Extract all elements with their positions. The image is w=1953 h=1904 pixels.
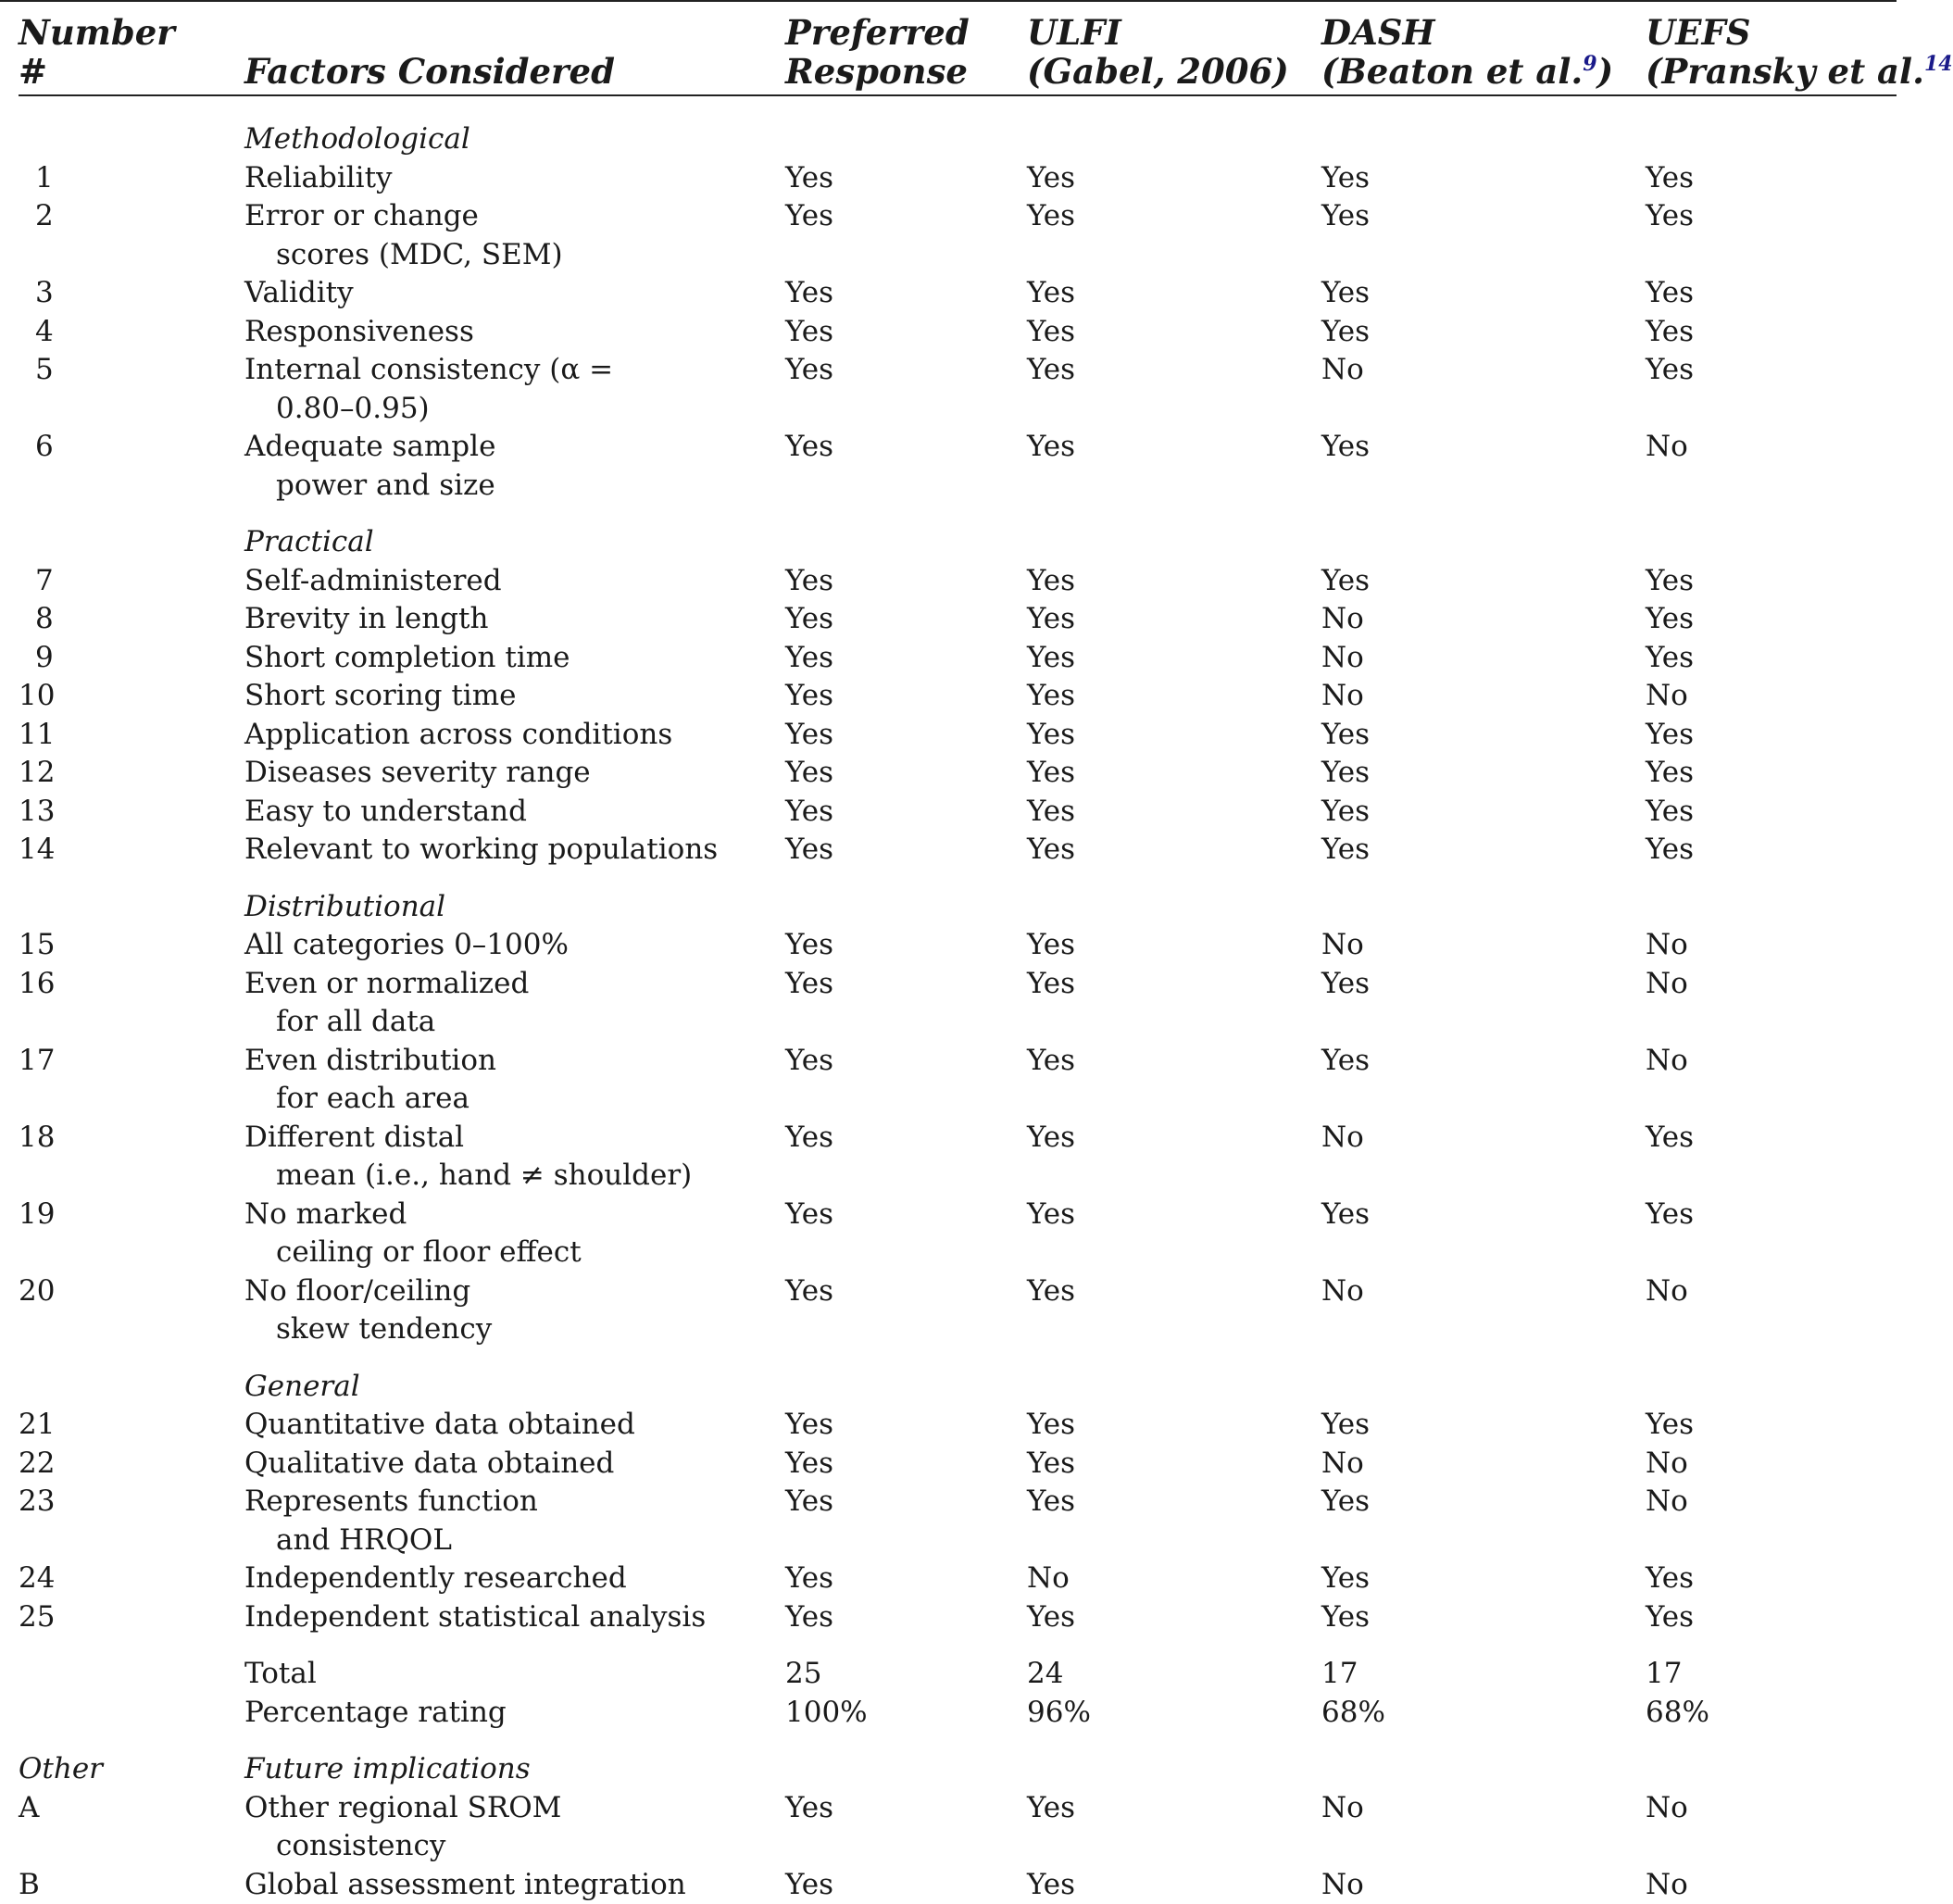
row-number: 1 [35,160,54,194]
ulfi-cell: Yes [1027,1273,1076,1308]
factor-label: All categories 0–100% [244,928,569,961]
row-number: 21 [19,1408,56,1441]
dash-cell: No [1321,1446,1364,1480]
preferred-response-cell: Yes [785,563,834,597]
dash-cell: No [1321,679,1364,712]
preferred-response-cell: Yes [785,966,834,1000]
section-heading: Practical [244,525,374,558]
dash-cell: 17 [1321,1657,1358,1690]
dash-cell: No [1321,353,1364,386]
ulfi-cell: Yes [1027,563,1076,597]
factor-label-continued: scores (MDC, SEM) [276,237,563,271]
dash-cell: Yes [1321,199,1371,232]
ulfi-cell: No [1027,1561,1070,1595]
header-rule [19,94,1897,96]
preferred-response-cell: Yes [785,314,834,348]
factor-label: Quantitative data obtained [244,1408,635,1441]
preferred-response-cell: Yes [785,1196,834,1231]
ulfi-cell: Yes [1027,602,1076,635]
factor-label: Diseases severity range [244,756,591,789]
preferred-response-cell: Yes [785,1408,834,1441]
ulfi-cell: Yes [1027,199,1076,232]
factor-label-continued: for all data [276,1005,436,1038]
preferred-response-cell: Yes [785,679,834,712]
uefs-cell: Yes [1646,1408,1695,1441]
uefs-cell: Yes [1646,276,1695,309]
row-number: 2 [35,199,54,232]
dash-cell: Yes [1321,276,1371,309]
preferred-response-cell: Yes [785,717,834,751]
table-top-rule [0,0,1897,2]
dash-cell: Yes [1321,1599,1371,1634]
header-factors: Factors Considered [244,51,615,92]
ulfi-cell: Yes [1027,1196,1076,1231]
row-number: 16 [19,966,56,1000]
uefs-cell: Yes [1646,1599,1695,1634]
header-dash: DASH (Beaton et al.$^9$) [1321,12,1614,92]
row-number: 9 [35,640,54,674]
dash-cell: Yes [1321,1561,1371,1595]
dash-cell: Yes [1321,794,1371,828]
row-number: 3 [35,276,54,309]
factor-label-continued: and HRQOL [276,1522,452,1557]
section-heading: Future implications [244,1752,531,1785]
factor-label: Internal consistency (α = [244,353,614,386]
factor-label: Error or change [244,199,479,232]
row-number: 20 [19,1273,56,1308]
dash-cell: Yes [1321,966,1371,1000]
ulfi-cell: Yes [1027,1408,1076,1441]
row-number: 17 [19,1043,56,1077]
preferred-response-cell: Yes [785,1043,834,1077]
preferred-response-cell: Yes [785,276,834,309]
row-number: 15 [19,928,56,961]
factor-label-continued: consistency [276,1829,446,1862]
preferred-response-cell: Yes [785,353,834,386]
factor-label-continued: skew tendency [276,1312,493,1346]
uefs-cell: No [1646,1484,1688,1518]
ulfi-cell: Yes [1027,1790,1076,1824]
preferred-response-cell: Yes [785,1790,834,1824]
header-preferred: Preferred Response [785,12,970,92]
factor-label: Short completion time [244,640,570,674]
uefs-cell: Yes [1646,563,1695,597]
uefs-cell: No [1646,1446,1688,1480]
preferred-response-cell: Yes [785,1446,834,1480]
row-number: 12 [19,756,56,789]
uefs-cell: 68% [1646,1695,1709,1729]
factor-label: Relevant to working populations [244,833,719,866]
dash-cell: Yes [1321,833,1371,866]
uefs-cell: Yes [1646,353,1695,386]
factor-label: Adequate sample [244,430,496,463]
ulfi-cell: Yes [1027,833,1076,866]
ulfi-cell: Yes [1027,1043,1076,1077]
uefs-cell: No [1646,1867,1688,1901]
dash-cell: No [1321,928,1364,961]
factor-label: Reliability [244,160,393,194]
row-number: 6 [35,430,54,463]
factor-label: Responsiveness [244,314,474,348]
dash-cell: No [1321,1120,1364,1154]
row-number: 25 [19,1599,56,1634]
ulfi-cell: Yes [1027,276,1076,309]
preferred-response-cell: Yes [785,756,834,789]
ulfi-cell: Yes [1027,1867,1076,1901]
ulfi-cell: 24 [1027,1657,1064,1690]
ulfi-cell: Yes [1027,717,1076,751]
uefs-cell: Yes [1646,833,1695,866]
factor-label-continued: power and size [276,468,495,502]
preferred-response-cell: Yes [785,928,834,961]
factor-label-continued: for each area [276,1082,469,1115]
uefs-cell: Yes [1646,1196,1695,1231]
factor-label: Even distribution [244,1043,496,1077]
uefs-cell: No [1646,1790,1688,1824]
preferred-response-cell: Yes [785,640,834,674]
ulfi-cell: Yes [1027,794,1076,828]
dash-cell: Yes [1321,1484,1371,1518]
preferred-response-cell: Yes [785,794,834,828]
preferred-response-cell: Yes [785,1599,834,1634]
ulfi-cell: Yes [1027,314,1076,348]
factor-label: Represents function [244,1484,538,1518]
dash-cell: No [1321,602,1364,635]
row-number: 10 [19,679,56,712]
row-number: 4 [35,314,54,348]
ulfi-cell: 96% [1027,1695,1091,1729]
uefs-cell: Yes [1646,756,1695,789]
row-number: A [19,1790,40,1824]
uefs-cell: No [1646,679,1688,712]
header-uefs: UEFS (Pransky et al.$^{14}$ [1646,12,1953,92]
uefs-cell: No [1646,966,1688,1000]
ulfi-cell: Yes [1027,756,1076,789]
section-label: Other [19,1752,104,1785]
section-heading: Methodological [244,122,470,156]
row-number: 13 [19,794,56,828]
factor-label: Self-administered [244,563,502,597]
dash-cell: No [1321,640,1364,674]
preferred-response-cell: Yes [785,1561,834,1595]
preferred-response-cell: Yes [785,1120,834,1154]
ulfi-cell: Yes [1027,640,1076,674]
factor-label: Qualitative data obtained [244,1446,615,1480]
factor-label: Other regional SROM [244,1790,562,1824]
section-heading: Distributional [244,889,446,923]
preferred-response-cell: Yes [785,199,834,232]
row-number: 14 [19,833,56,866]
dash-cell: Yes [1321,1196,1371,1231]
uefs-cell: Yes [1646,602,1695,635]
uefs-cell: Yes [1646,314,1695,348]
factor-label: Independently researched [244,1561,627,1595]
preferred-response-cell: Yes [785,1484,834,1518]
uefs-cell: Yes [1646,794,1695,828]
preferred-response-cell: 100% [785,1695,868,1729]
dash-cell: Yes [1321,1408,1371,1441]
row-number: 18 [19,1120,56,1154]
preferred-response-cell: Yes [785,160,834,194]
ulfi-cell: Yes [1027,1599,1076,1634]
row-number: 23 [19,1484,56,1518]
uefs-cell: Yes [1646,199,1695,232]
preferred-response-cell: Yes [785,1273,834,1308]
dash-cell: Yes [1321,314,1371,348]
row-number: B [19,1867,40,1901]
dash-cell: Yes [1321,717,1371,751]
uefs-cell: 17 [1646,1657,1683,1690]
factor-label: No marked [244,1196,407,1231]
row-number: 5 [35,353,54,386]
dash-cell: Yes [1321,1043,1371,1077]
uefs-reference: 14 [1923,52,1953,76]
row-number: 19 [19,1196,56,1231]
factor-label: Application across conditions [244,717,673,751]
ulfi-cell: Yes [1027,1120,1076,1154]
row-number: 11 [19,717,56,751]
dash-cell: Yes [1321,430,1371,463]
factor-label: Total [244,1657,317,1690]
preferred-response-cell: 25 [785,1657,822,1690]
preferred-response-cell: Yes [785,833,834,866]
ulfi-cell: Yes [1027,160,1076,194]
header-number: Number # [19,12,175,92]
preferred-response-cell: Yes [785,430,834,463]
factor-label-continued: ceiling or floor effect [276,1235,582,1269]
row-number: 24 [19,1561,56,1595]
uefs-cell: Yes [1646,160,1695,194]
factor-label: Even or normalized [244,966,530,1000]
uefs-cell: No [1646,430,1688,463]
factor-label: Easy to understand [244,794,527,828]
row-number: 7 [35,563,54,597]
preferred-response-cell: Yes [785,1867,834,1901]
ulfi-cell: Yes [1027,430,1076,463]
uefs-cell: Yes [1646,1120,1695,1154]
row-number: 8 [35,602,54,635]
ulfi-cell: Yes [1027,353,1076,386]
factor-label: Short scoring time [244,679,517,712]
dash-cell: No [1321,1273,1364,1308]
factor-label-continued: 0.80–0.95) [276,391,430,425]
dash-cell: 68% [1321,1695,1385,1729]
section-heading: General [244,1369,360,1403]
dash-cell: Yes [1321,756,1371,789]
factor-label: Independent statistical analysis [244,1599,707,1634]
dash-cell: No [1321,1867,1364,1901]
uefs-cell: Yes [1646,640,1695,674]
uefs-cell: No [1646,1043,1688,1077]
dash-cell: Yes [1321,160,1371,194]
ulfi-cell: Yes [1027,966,1076,1000]
uefs-cell: Yes [1646,717,1695,751]
factor-label: Validity [244,276,354,309]
factor-label: Percentage rating [244,1695,507,1729]
ulfi-cell: Yes [1027,928,1076,961]
row-number: 22 [19,1446,56,1480]
ulfi-cell: Yes [1027,1446,1076,1480]
dash-cell: No [1321,1790,1364,1824]
factor-label-continued: mean (i.e., hand ≠ shoulder) [276,1159,693,1192]
preferred-response-cell: Yes [785,602,834,635]
factor-label: Different distal [244,1120,465,1154]
header-ulfi: ULFI (Gabel, 2006) [1027,12,1289,92]
factor-label: No floor/ceiling [244,1273,471,1308]
factor-label: Brevity in length [244,602,489,635]
dash-cell: Yes [1321,563,1371,597]
uefs-cell: No [1646,1273,1688,1308]
uefs-cell: No [1646,928,1688,961]
dash-reference: 9 [1583,52,1597,76]
ulfi-cell: Yes [1027,679,1076,712]
ulfi-cell: Yes [1027,1484,1076,1518]
factor-label: Global assessment integration [244,1867,686,1901]
uefs-cell: Yes [1646,1561,1695,1595]
